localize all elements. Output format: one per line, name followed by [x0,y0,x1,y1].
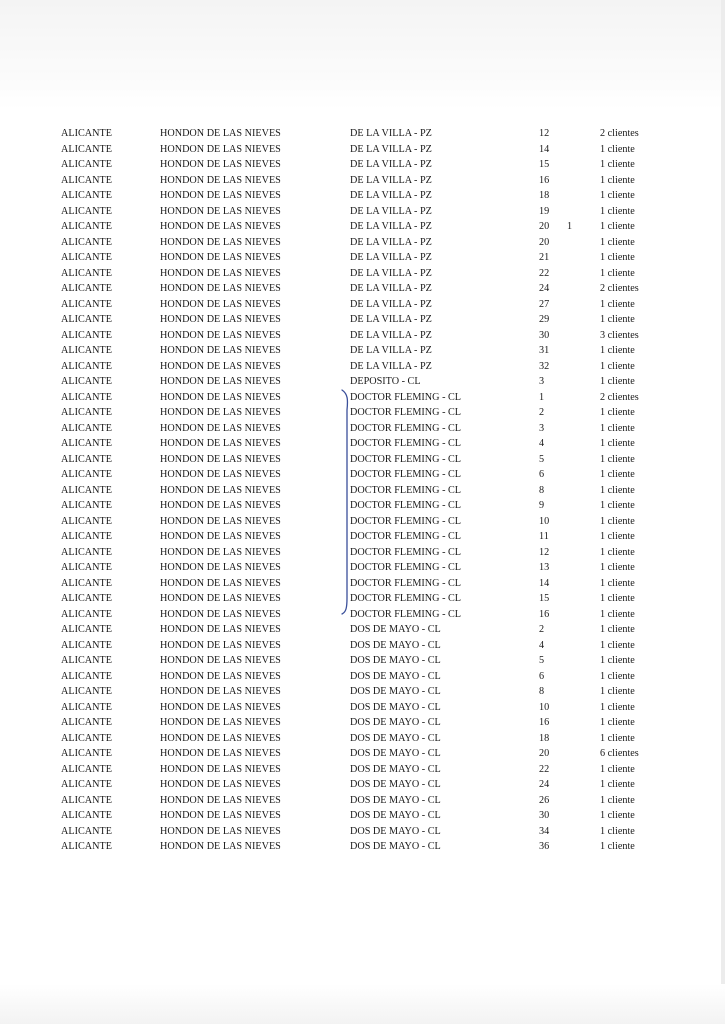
row-clients: 1 cliente [600,763,635,775]
table-row [0,173,725,189]
row-municipality: HONDON DE LAS NIEVES [160,825,281,837]
row-province: ALICANTE [61,748,112,759]
row-province: ALICANTE [61,608,112,620]
row-number: 4 [539,639,545,651]
row-municipality: HONDON DE LAS NIEVES [160,639,281,651]
row-number: 16 [539,608,550,620]
row-number: 13 [539,562,550,573]
row-municipality: HONDON DE LAS NIEVES [160,345,281,356]
row-clients: 1 cliente [600,453,635,465]
row-municipality: HONDON DE LAS NIEVES [160,484,281,496]
row-clients: 1 cliente [600,810,635,821]
row-number: 26 [539,794,550,806]
row-municipality: HONDON DE LAS NIEVES [160,376,281,387]
row-number: 8 [539,686,545,697]
row-street: DEPOSITO - CL [350,376,421,387]
table-row [0,607,725,623]
row-clients: 1 cliente [600,608,635,620]
row-province: ALICANTE [61,360,112,372]
row-number: 8 [539,484,545,496]
row-province: ALICANTE [61,794,112,806]
row-clients: 1 cliente [600,531,635,542]
table-row [0,808,725,824]
row-clients: 1 cliente [600,701,635,713]
row-clients: 1 cliente [600,624,635,635]
row-street: DOS DE MAYO - CL [350,732,441,744]
row-clients: 1 cliente [600,779,635,790]
row-street: DE LA VILLA - PZ [350,221,432,232]
row-municipality: HONDON DE LAS NIEVES [160,717,281,728]
table-row [0,235,725,251]
row-clients: 1 cliente [600,190,635,201]
row-municipality: HONDON DE LAS NIEVES [160,531,281,542]
row-street: DOS DE MAYO - CL [350,810,441,821]
row-province: ALICANTE [61,825,112,837]
table-row [0,281,725,297]
row-province: ALICANTE [61,422,112,434]
row-province: ALICANTE [61,159,112,170]
table-row [0,483,725,499]
row-street: DOS DE MAYO - CL [350,639,441,651]
table-row [0,126,725,142]
row-clients: 1 cliente [600,732,635,744]
row-municipality: HONDON DE LAS NIEVES [160,655,281,666]
row-number: 11 [539,531,549,542]
row-margin-mark: 1 [567,221,573,232]
row-municipality: HONDON DE LAS NIEVES [160,453,281,465]
row-province: ALICANTE [61,329,112,341]
table-row [0,157,725,173]
row-number: 6 [539,670,545,682]
row-municipality: HONDON DE LAS NIEVES [160,794,281,806]
row-province: ALICANTE [61,143,112,155]
row-number: 16 [539,717,550,728]
row-municipality: HONDON DE LAS NIEVES [160,422,281,434]
row-municipality: HONDON DE LAS NIEVES [160,267,281,279]
row-clients: 1 cliente [600,686,635,697]
row-clients: 1 cliente [600,205,635,217]
row-number: 19 [539,205,550,217]
row-number: 15 [539,593,550,604]
row-street: DOCTOR FLEMING - CL [350,593,462,604]
row-street: DE LA VILLA - PZ [350,205,432,217]
row-number: 3 [539,422,545,434]
row-number: 20 [539,748,550,759]
row-number: 30 [539,810,550,821]
row-province: ALICANTE [61,407,112,418]
row-street: DOCTOR FLEMING - CL [350,515,462,527]
row-municipality: HONDON DE LAS NIEVES [160,779,281,790]
table-row [0,421,725,437]
row-clients: 1 cliente [600,376,635,387]
row-street: DOS DE MAYO - CL [350,701,441,713]
table-row [0,343,725,359]
row-number: 24 [539,779,550,790]
row-number: 22 [539,267,550,279]
row-province: ALICANTE [61,484,112,496]
row-number: 2 [539,624,545,635]
table-row [0,219,725,235]
row-street: DOCTOR FLEMING - CL [350,484,462,496]
row-municipality: HONDON DE LAS NIEVES [160,190,281,201]
table-row [0,731,725,747]
table-row [0,622,725,638]
row-street: DOS DE MAYO - CL [350,686,441,697]
row-municipality: HONDON DE LAS NIEVES [160,143,281,155]
row-municipality: HONDON DE LAS NIEVES [160,469,281,480]
row-municipality: HONDON DE LAS NIEVES [160,562,281,573]
row-province: ALICANTE [61,252,112,263]
row-number: 20 [539,221,550,232]
row-clients: 2 clientes [600,391,639,403]
row-clients: 1 cliente [600,593,635,604]
row-province: ALICANTE [61,221,112,232]
row-municipality: HONDON DE LAS NIEVES [160,407,281,418]
row-municipality: HONDON DE LAS NIEVES [160,283,281,294]
row-number: 10 [539,701,550,713]
row-municipality: HONDON DE LAS NIEVES [160,298,281,310]
row-province: ALICANTE [61,701,112,713]
row-street: DOCTOR FLEMING - CL [350,531,462,542]
row-clients: 1 cliente [600,407,635,418]
row-street: DOS DE MAYO - CL [350,748,441,759]
row-number: 31 [539,345,550,356]
row-municipality: HONDON DE LAS NIEVES [160,205,281,217]
row-province: ALICANTE [61,655,112,666]
row-street: DOS DE MAYO - CL [350,841,441,852]
row-clients: 2 clientes [600,128,639,139]
row-province: ALICANTE [61,190,112,201]
row-municipality: HONDON DE LAS NIEVES [160,546,281,558]
row-street: DOCTOR FLEMING - CL [350,469,462,480]
row-municipality: HONDON DE LAS NIEVES [160,500,281,511]
row-province: ALICANTE [61,174,112,186]
table-row [0,312,725,328]
table-row [0,390,725,406]
row-number: 21 [539,252,550,263]
row-street: DE LA VILLA - PZ [350,174,432,186]
row-province: ALICANTE [61,810,112,821]
row-number: 15 [539,159,550,170]
row-province: ALICANTE [61,670,112,682]
row-municipality: HONDON DE LAS NIEVES [160,438,281,449]
table-row [0,250,725,266]
row-province: ALICANTE [61,283,112,294]
row-clients: 1 cliente [600,345,635,356]
table-row [0,328,725,344]
row-clients: 2 clientes [600,283,639,294]
row-street: DOCTOR FLEMING - CL [350,453,462,465]
row-street: DOCTOR FLEMING - CL [350,562,462,573]
row-number: 5 [539,453,545,465]
row-clients: 1 cliente [600,577,635,589]
row-province: ALICANTE [61,624,112,635]
row-clients: 3 clientes [600,329,639,341]
row-municipality: HONDON DE LAS NIEVES [160,329,281,341]
row-municipality: HONDON DE LAS NIEVES [160,810,281,821]
table-row [0,839,725,855]
row-number: 16 [539,174,550,186]
row-number: 12 [539,546,550,558]
row-clients: 1 cliente [600,825,635,837]
row-clients: 1 cliente [600,267,635,279]
row-clients: 1 cliente [600,546,635,558]
row-street: DOS DE MAYO - CL [350,670,441,682]
row-clients: 6 clientes [600,748,639,759]
table-row [0,545,725,561]
row-clients: 1 cliente [600,639,635,651]
row-province: ALICANTE [61,515,112,527]
row-clients: 1 cliente [600,484,635,496]
row-municipality: HONDON DE LAS NIEVES [160,841,281,852]
row-province: ALICANTE [61,236,112,248]
row-municipality: HONDON DE LAS NIEVES [160,624,281,635]
table-row [0,529,725,545]
row-clients: 1 cliente [600,298,635,310]
row-province: ALICANTE [61,438,112,449]
row-municipality: HONDON DE LAS NIEVES [160,515,281,527]
table-row [0,824,725,840]
row-municipality: HONDON DE LAS NIEVES [160,608,281,620]
row-clients: 1 cliente [600,143,635,155]
row-street: DOCTOR FLEMING - CL [350,608,462,620]
row-clients: 1 cliente [600,360,635,372]
row-province: ALICANTE [61,732,112,744]
row-number: 12 [539,128,550,139]
table-row [0,297,725,313]
pen-bracket-mark [340,388,354,616]
row-clients: 1 cliente [600,174,635,186]
row-province: ALICANTE [61,267,112,279]
row-clients: 1 cliente [600,422,635,434]
row-number: 5 [539,655,545,666]
row-clients: 1 cliente [600,469,635,480]
row-province: ALICANTE [61,128,112,139]
row-province: ALICANTE [61,391,112,403]
table-row [0,436,725,452]
table-row [0,266,725,282]
row-municipality: HONDON DE LAS NIEVES [160,174,281,186]
row-street: DOCTOR FLEMING - CL [350,577,462,589]
table-row [0,405,725,421]
row-street: DE LA VILLA - PZ [350,267,432,279]
row-number: 6 [539,469,545,480]
row-province: ALICANTE [61,763,112,775]
row-number: 2 [539,407,545,418]
table-row [0,359,725,375]
row-clients: 1 cliente [600,159,635,170]
row-province: ALICANTE [61,779,112,790]
row-street: DOS DE MAYO - CL [350,624,441,635]
row-number: 34 [539,825,550,837]
row-province: ALICANTE [61,500,112,511]
row-province: ALICANTE [61,639,112,651]
row-municipality: HONDON DE LAS NIEVES [160,128,281,139]
row-municipality: HONDON DE LAS NIEVES [160,686,281,697]
row-municipality: HONDON DE LAS NIEVES [160,593,281,604]
row-clients: 1 cliente [600,252,635,263]
row-street: DE LA VILLA - PZ [350,283,432,294]
table-row [0,514,725,530]
row-number: 14 [539,143,550,155]
table-row [0,498,725,514]
row-municipality: HONDON DE LAS NIEVES [160,159,281,170]
row-province: ALICANTE [61,546,112,558]
table-row [0,576,725,592]
row-street: DE LA VILLA - PZ [350,128,432,139]
table-row [0,715,725,731]
row-number: 20 [539,236,550,248]
table-row [0,700,725,716]
scan-shading [0,0,725,110]
row-province: ALICANTE [61,841,112,852]
row-street: DOS DE MAYO - CL [350,825,441,837]
row-street: DOS DE MAYO - CL [350,763,441,775]
table-row [0,188,725,204]
row-street: DOCTOR FLEMING - CL [350,422,462,434]
row-number: 18 [539,732,550,744]
row-clients: 1 cliente [600,841,635,852]
table-row [0,777,725,793]
row-street: DOCTOR FLEMING - CL [350,546,462,558]
table-row [0,638,725,654]
row-clients: 1 cliente [600,438,635,449]
row-number: 29 [539,314,550,325]
row-municipality: HONDON DE LAS NIEVES [160,748,281,759]
scan-bottom-shading [0,984,725,1024]
row-clients: 1 cliente [600,794,635,806]
row-clients: 1 cliente [600,670,635,682]
row-clients: 1 cliente [600,717,635,728]
row-province: ALICANTE [61,376,112,387]
table-row [0,560,725,576]
row-street: DOS DE MAYO - CL [350,794,441,806]
row-municipality: HONDON DE LAS NIEVES [160,252,281,263]
row-clients: 1 cliente [600,655,635,666]
table-row [0,653,725,669]
row-street: DOCTOR FLEMING - CL [350,391,462,403]
row-municipality: HONDON DE LAS NIEVES [160,360,281,372]
row-municipality: HONDON DE LAS NIEVES [160,670,281,682]
row-street: DOS DE MAYO - CL [350,717,441,728]
row-province: ALICANTE [61,453,112,465]
row-municipality: HONDON DE LAS NIEVES [160,577,281,589]
row-street: DOS DE MAYO - CL [350,655,441,666]
row-province: ALICANTE [61,717,112,728]
row-number: 18 [539,190,550,201]
row-municipality: HONDON DE LAS NIEVES [160,236,281,248]
row-province: ALICANTE [61,298,112,310]
row-street: DOS DE MAYO - CL [350,779,441,790]
row-number: 36 [539,841,550,852]
row-street: DE LA VILLA - PZ [350,252,432,263]
row-municipality: HONDON DE LAS NIEVES [160,701,281,713]
row-street: DE LA VILLA - PZ [350,345,432,356]
row-municipality: HONDON DE LAS NIEVES [160,314,281,325]
row-street: DE LA VILLA - PZ [350,190,432,201]
row-number: 27 [539,298,550,310]
row-clients: 1 cliente [600,236,635,248]
row-street: DE LA VILLA - PZ [350,329,432,341]
row-province: ALICANTE [61,686,112,697]
row-street: DE LA VILLA - PZ [350,159,432,170]
row-clients: 1 cliente [600,562,635,573]
row-clients: 1 cliente [600,314,635,325]
row-number: 10 [539,515,550,527]
row-number: 30 [539,329,550,341]
address-list [0,126,725,855]
row-street: DE LA VILLA - PZ [350,314,432,325]
row-municipality: HONDON DE LAS NIEVES [160,732,281,744]
table-row [0,591,725,607]
row-province: ALICANTE [61,562,112,573]
table-row [0,684,725,700]
table-row [0,669,725,685]
row-number: 4 [539,438,545,449]
row-street: DOCTOR FLEMING - CL [350,407,462,418]
row-clients: 1 cliente [600,221,635,232]
row-province: ALICANTE [61,345,112,356]
row-clients: 1 cliente [600,500,635,511]
table-row [0,467,725,483]
row-number: 9 [539,500,545,511]
table-row [0,142,725,158]
row-municipality: HONDON DE LAS NIEVES [160,763,281,775]
row-clients: 1 cliente [600,515,635,527]
row-number: 22 [539,763,550,775]
row-street: DE LA VILLA - PZ [350,236,432,248]
table-row [0,374,725,390]
row-street: DOCTOR FLEMING - CL [350,438,462,449]
row-street: DE LA VILLA - PZ [350,360,432,372]
row-municipality: HONDON DE LAS NIEVES [160,221,281,232]
row-province: ALICANTE [61,469,112,480]
row-street: DE LA VILLA - PZ [350,143,432,155]
row-province: ALICANTE [61,593,112,604]
table-row [0,762,725,778]
row-province: ALICANTE [61,314,112,325]
row-number: 14 [539,577,550,589]
row-province: ALICANTE [61,531,112,542]
row-street: DOCTOR FLEMING - CL [350,500,462,511]
row-street: DE LA VILLA - PZ [350,298,432,310]
table-row [0,793,725,809]
row-province: ALICANTE [61,205,112,217]
table-row [0,452,725,468]
row-number: 1 [539,391,545,403]
table-row [0,204,725,220]
row-number: 3 [539,376,545,387]
row-municipality: HONDON DE LAS NIEVES [160,391,281,403]
row-province: ALICANTE [61,577,112,589]
table-row [0,746,725,762]
row-number: 24 [539,283,550,294]
row-number: 32 [539,360,550,372]
